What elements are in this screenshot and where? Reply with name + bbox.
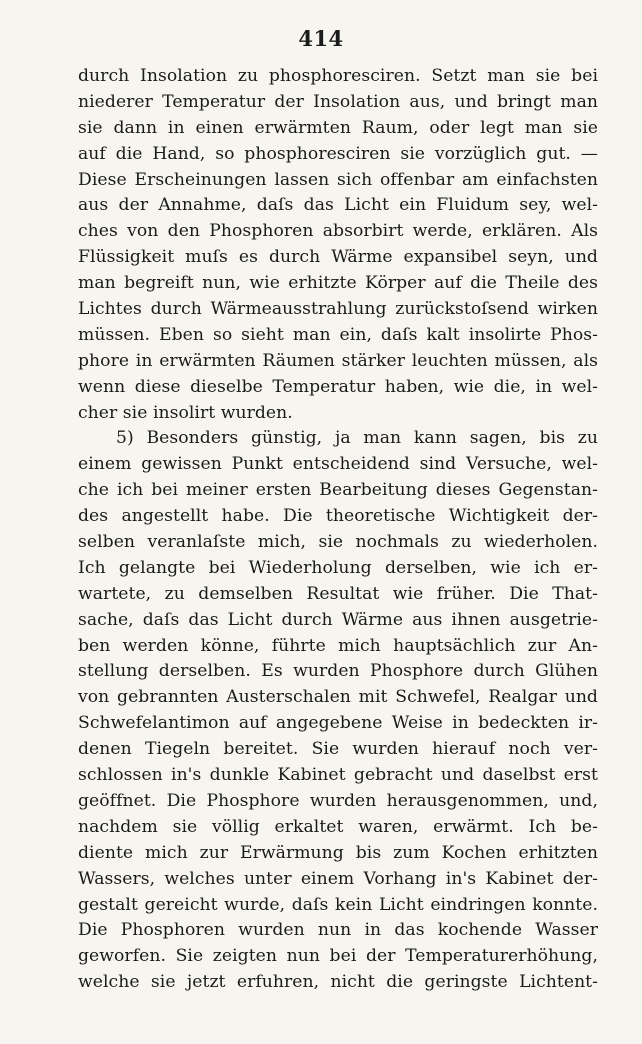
text-line: niederer Temperatur der Insolation aus, und bringt man [78, 91, 598, 112]
text-line: diente mich zur Erwärmung bis zum Kochen erhitzten [78, 842, 598, 863]
text-line: Schwefelantimon auf angegebene Weise in bedeckten ir- [78, 713, 598, 734]
text-line: von gebrannten Austerschalen mit Schwefel, Realgar und [78, 687, 598, 708]
text-line: durch Insolation zu phosphoresciren. Setzt man sie bei [78, 66, 598, 86]
paragraph-start-line: 5) Besonders günstig, ja man kann sagen, bis zu [116, 428, 598, 449]
text-line: che ich bei meiner ersten Bearbeitung dieses Gegenstan- [78, 480, 598, 501]
body-text [78, 64, 598, 996]
text-line: einem gewissen Punkt entscheidend sind Versuche, wel- [78, 454, 598, 475]
text-line: ben werden könne, führte mich hauptsächlich zur An- [78, 635, 598, 656]
text-line: ches von den Phosphoren absorbirt werde, erklären. Als [78, 221, 598, 242]
text-line: müssen. Eben so sieht man ein, daſs kalt insolirte Phos- [78, 324, 598, 345]
text-line: Die Phosphoren wurden nun in das kochende Wasser [78, 920, 598, 941]
text-line: geöffnet. Die Phosphore wurden herausgenommen, und, [78, 790, 598, 811]
text-line: Diese Erscheinungen lassen sich offenbar am einfachsten [78, 169, 598, 190]
text-line: Ich gelangte bei Wiederholung derselben, wie ich er- [78, 557, 598, 578]
text-line: denen Tiegeln bereitet. Sie wurden hierauf noch ver- [78, 739, 598, 760]
page-number: 414 [298, 26, 344, 51]
paragraph-end-line: cher sie insolirt wurden. [78, 402, 293, 423]
text-line: schlossen in's dunkle Kabinet gebracht und daselbst erst [78, 765, 598, 786]
text-line: aus der Annahme, daſs das Licht ein Fluidum sey, wel- [78, 195, 598, 216]
text-line: selben veranlaſste mich, sie nochmals zu wiederholen. [78, 532, 598, 553]
text-line: auf die Hand, so phosphoresciren sie vorzüglich gut. — [78, 143, 598, 164]
text-line: geworfen. Sie zeigten nun bei der Temperaturerhöhung, [78, 946, 598, 967]
text-line: phore in erwärmten Räumen stärker leuchten müssen, als [78, 350, 598, 371]
text-line: sie dann in einen erwärmten Raum, oder legt man sie [78, 117, 598, 138]
text-line: nachdem sie völlig erkaltet waren, erwärmt. Ich be- [78, 816, 598, 837]
text-line: wartete, zu demselben Resultat wie früher. Die That- [78, 583, 598, 604]
text-line: Wassers, welches unter einem Vorhang in's Kabinet der- [78, 868, 598, 889]
text-line: wenn diese dieselbe Temperatur haben, wie die, in wel- [78, 376, 598, 397]
text-line: des angestellt habe. Die theoretische Wichtigkeit der- [78, 506, 598, 527]
text-line: Lichtes durch Wärmeausstrahlung zurückstoſsend wirken [78, 299, 598, 320]
text-line: sache, daſs das Licht durch Wärme aus ihnen ausgetrie- [78, 609, 598, 630]
text-line: Flüssigkeit muſs es durch Wärme expansibel seyn, und [78, 247, 598, 268]
text-line: welche sie jetzt erfuhren, nicht die geringste Lichtent- [78, 972, 598, 993]
text-line: gestalt gereicht wurde, daſs kein Licht eindringen konnte. [78, 894, 598, 915]
text-line: man begreift nun, wie erhitzte Körper auf die Theile des [78, 273, 598, 294]
text-line: stellung derselben. Es wurden Phosphore durch Glühen [78, 661, 598, 682]
